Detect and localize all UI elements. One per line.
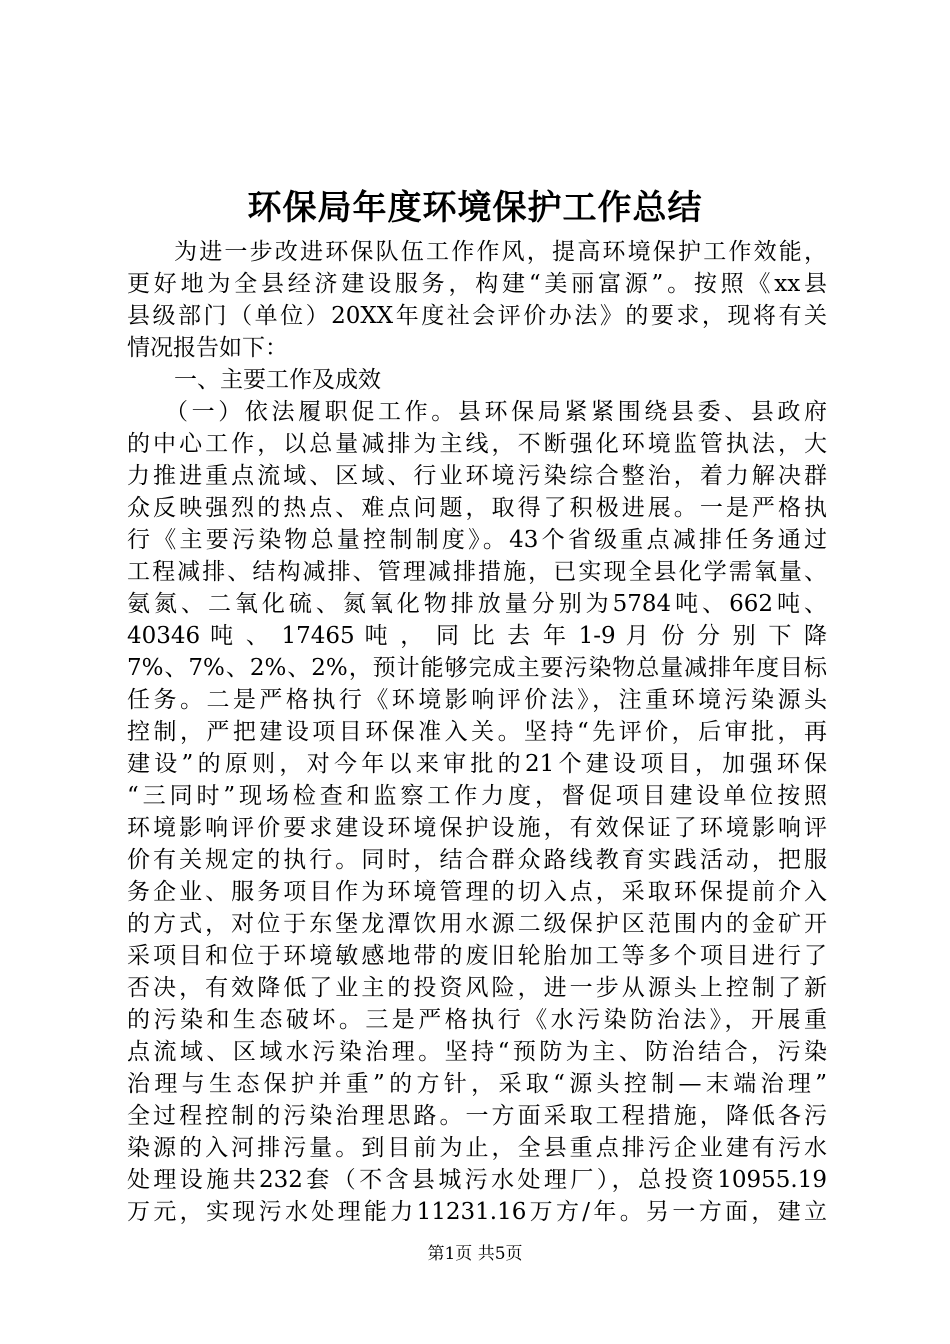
paragraph-line: 万元，实现污水处理能力11231.16万方/年。另一方面，建立: [127, 1199, 827, 1225]
paragraph-line: 治理与生态保护并重”的方针，采取“源头控制—末端治理”: [127, 1071, 827, 1097]
paragraph-line: “三同时”现场检查和监察工作力度，督促项目建设单位按照: [127, 783, 827, 809]
paragraph-line: 采项目和位于环境敏感地带的废旧轮胎加工等多个项目进行了: [127, 943, 827, 969]
paragraph-line: 价有关规定的执行。同时，结合群众路线教育实践活动，把服: [127, 847, 827, 873]
paragraph-line: 建设”的原则，对今年以来审批的21个建设项目，加强环保: [127, 751, 827, 777]
paragraph-line: 染源的入河排污量。到目前为止，全县重点排污企业建有污水: [127, 1135, 827, 1161]
paragraph-line: 情况报告如下：: [127, 335, 288, 361]
paragraph-line: 40346 吨 、 17465 吨 ， 同 比 去 年 1-9 月 份 分 别 下 降: [127, 623, 827, 649]
paragraph-line: 点流域、区域水污染治理。坚持“预防为主、防治结合，污染: [127, 1039, 827, 1065]
paragraph-line: 务企业、服务项目作为环境管理的切入点，采取环保提前介入: [127, 879, 827, 905]
paragraph-line: （一）依法履职促工作。县环保局紧紧围绕县委、县政府: [165, 399, 827, 425]
paragraph-line: 更好地为全县经济建设服务，构建“美丽富源”。按照《xx县: [127, 271, 827, 297]
paragraph-line: 环境影响评价要求建设环境保护设施，有效保证了环境影响评: [127, 815, 827, 841]
document-title: 环保局年度环境保护工作总结: [247, 188, 703, 228]
paragraph-line: 7%、7%、2%、2%，预计能够完成主要污染物总量减排年度目标: [127, 655, 827, 681]
paragraph-line: 否决，有效降低了业主的投资风险，进一步从源头上控制了新: [127, 975, 827, 1001]
paragraph-line: 任务。二是严格执行《环境影响评价法》，注重环境污染源头: [127, 687, 827, 713]
section-heading: 一、主要工作及成效: [174, 367, 381, 393]
paragraph-line: 的中心工作，以总量减排为主线，不断强化环境监管执法，大: [127, 431, 827, 457]
paragraph-line: 的污染和生态破坏。三是严格执行《水污染防治法》，开展重: [127, 1007, 827, 1033]
paragraph-line: 氨氮、二氧化硫、氮氧化物排放量分别为5784吨、662吨、: [127, 591, 827, 617]
paragraph-line: 力推进重点流域、区域、行业环境污染综合整治，着力解决群: [127, 463, 827, 489]
paragraph-line: 工程减排、结构减排、管理减排措施，已实现全县化学需氧量、: [127, 559, 827, 585]
paragraph-line: 县级部门（单位）20XX年度社会评价办法》的要求，现将有关: [127, 303, 827, 329]
paragraph-line: 控制，严把建设项目环保准入关。坚持“先评价，后审批，再: [127, 719, 827, 745]
document-body: [127, 236, 827, 1228]
page-footer: 第1页 共5页: [427, 1244, 523, 1264]
paragraph-line: 的方式，对位于东堡龙潭饮用水源二级保护区范围内的金矿开: [127, 911, 827, 937]
paragraph-line: 众反映强烈的热点、难点问题，取得了积极进展。一是严格执: [127, 495, 827, 521]
paragraph-line: 全过程控制的污染治理思路。一方面采取工程措施，降低各污: [127, 1103, 827, 1129]
paragraph-line: 处理设施共232套（不含县城污水处理厂），总投资10955.19: [127, 1167, 827, 1193]
paragraph-line: 行《主要污染物总量控制制度》。43个省级重点减排任务通过: [127, 527, 827, 553]
paragraph-line: 为进一步改进环保队伍工作作风，提高环境保护工作效能，: [174, 239, 827, 265]
